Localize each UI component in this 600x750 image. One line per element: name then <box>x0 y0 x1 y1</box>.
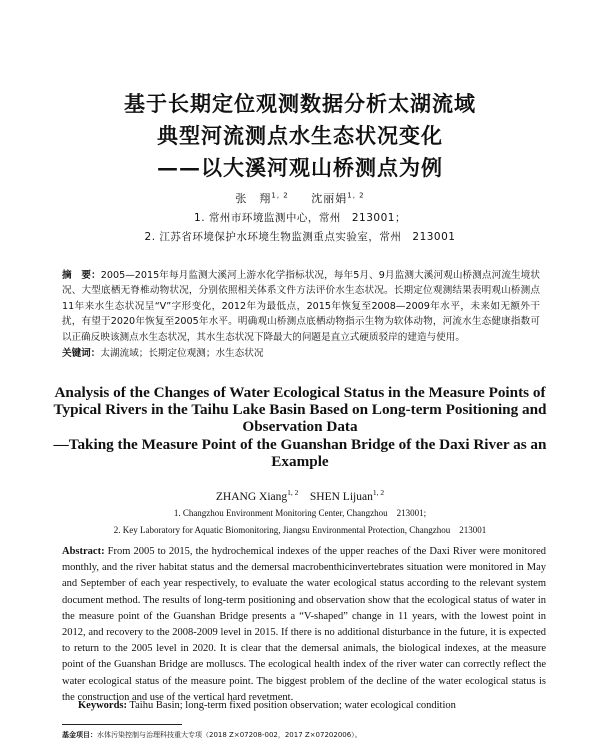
english-keywords-text: Taihu Basin; long-term fixed position observation; water ecological condition <box>127 700 456 711</box>
chinese-authors <box>0 190 600 206</box>
chinese-title-line-3: ——以大溪河观山桥测点为例 <box>157 155 443 180</box>
english-keywords-label: Keywords: <box>78 700 127 711</box>
funding-footnote <box>62 730 542 740</box>
chinese-author-2-affil: 1, 2 <box>347 191 365 200</box>
chinese-keywords <box>62 345 540 359</box>
chinese-abstract-label: 摘 要： <box>62 270 101 281</box>
chinese-title-line-1: 基于长期定位观测数据分析太湖流域 <box>124 91 476 116</box>
english-author-1: ZHANG Xiang <box>215 490 288 503</box>
chinese-author-1: 张 翔 <box>235 192 272 205</box>
english-abstract-text: From 2005 to 2015, the hydrochemical indexes of the upper reaches of the Daxi River were monitored monthly, and the river habitat status and the demersal macrobenthicinvertebrates situation were monitored in May and September of each year respectively, to evaluate the water ecological status according to the relevant system document method. The results of long-term positioning and observation show that the ecological status of water in the measure point of the Guanshan Bridge presents a “V-shaped” change in 11 years, with the lowest point in 2012, and recovery to the 2008-2009 level in 2015. If there is no additional disturbance in the future, it is expected to return to the 2005 level in 2020. It is clear that the demersal animals, the biological indexes, at the measure point of the Guanshan Bridge are molluscs. The ecological health index of the river water can correctly reflect the water ecological status of the measure point. The biggest problem of the decline of the water ecological status is the construction and use of the vertical hard revetment. <box>62 546 546 703</box>
footnote-label: 基金项目： <box>62 731 97 739</box>
chinese-title-line-2: 典型河流测点水生态状况变化 <box>157 123 443 148</box>
english-affiliation-1: 1. Changzhou Environment Monitoring Center, Changzhou 213001; <box>173 508 427 518</box>
english-authors <box>0 488 600 503</box>
english-author-2: SHEN Lijuan <box>309 490 373 503</box>
footnote-text: 水体污染控制与治理科技重大专项（2018 Z×07208-002，2017 Z×07202006）。 <box>97 731 362 739</box>
chinese-keywords-label: 关键词： <box>62 348 101 359</box>
english-abstract-label: Abstract: <box>62 546 105 557</box>
english-author-1-affil: 1, 2 <box>287 488 299 497</box>
chinese-keywords-text: 太湖流域；长期定位观测；水生态状况 <box>100 348 264 359</box>
english-affiliation-2: 2. Key Laboratory for Aquatic Biomonitoring, Jiangsu Environmental Protection, Changzhou 213001 <box>113 525 487 535</box>
english-title: Analysis of the Changes of Water Ecological Status in the Measure Points of Typical Rivers in the Taihu Lake Basin Based on Long-term Positioning and Observation Data —Taking the Measure Point of the Guanshan Bridge of the Daxi River as an Example <box>53 384 547 470</box>
chinese-affiliation-1: 1. 常州市环境监测中心，常州 213001； <box>194 212 406 224</box>
english-abstract <box>62 544 546 706</box>
chinese-abstract-text: 2005—2015年每月监测大溪河上游水化学指标状况，每年5月、9月监测大溪河观山桥测点河流生境状况、大型底栖无脊椎动物状况，分别依照相关体系文件方法评价水生态状况。长期定位观测结果表明观山桥测点11年来水生态状况呈“V”字形变化，2012年为最低点，2015年恢复至2008—2009年水平，未来如无额外干扰，有望于2020年恢复至2005年水平。明确观山桥测点底栖动物指示生物为软体动物，河流水生态健康指数可以正确反映该测点水生态状况，其水生态状况下降最大的问题是直立式硬质驳岸的建造与使用。 <box>62 270 540 343</box>
chinese-affiliation-2: 2. 江苏省环境保护水环境生物监测重点实验室，常州 213001 <box>144 231 456 243</box>
english-author-2-affil: 1, 2 <box>372 488 385 497</box>
chinese-author-2: 沈丽娟 <box>311 192 348 205</box>
chinese-abstract <box>62 268 540 345</box>
english-keywords <box>78 700 548 711</box>
chinese-author-1-affil: 1, 2 <box>271 191 289 200</box>
footnote-divider <box>62 724 182 725</box>
